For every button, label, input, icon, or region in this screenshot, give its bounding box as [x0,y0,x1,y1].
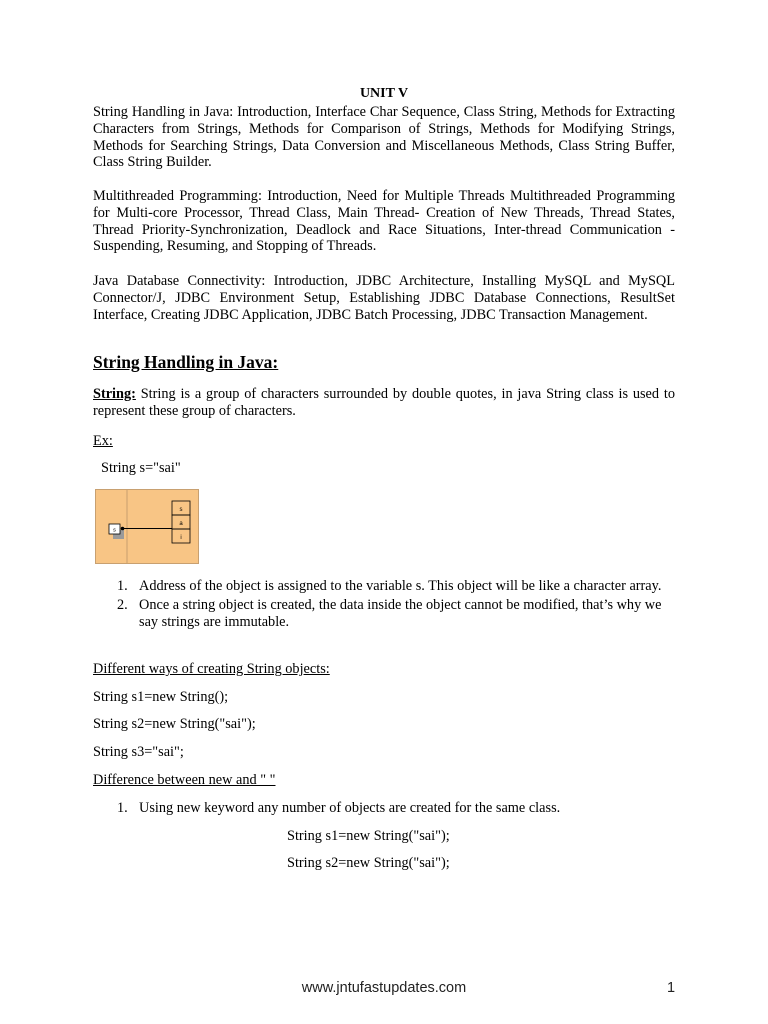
string-definition [93,386,675,420]
string-memory-diagram [95,489,199,564]
footer-url: www.jntufastupdates.com [301,980,467,996]
list-item: 1. Address of the object is assigned to the variable s. This object will be like a character array. [117,578,662,594]
ways-item: String s2=new String("sai"); [93,716,256,732]
syllabus-jdbc: Java Database Connectivity: Introduction, JDBC Architecture, Installing MySQL and MySQL Connector/J, JDBC Environment Setup, Establishing JDBC Database Connections, ResultSet Interface, Creating JDBC Application, JDBC Batch Processing, JDBC Transaction Management. [93,273,675,323]
syllabus-string-handling: String Handling in Java: Introduction, Interface Char Sequence, Class String, Methods for Extracting Characters from Strings, Methods for Comparison of Strings, Methods for Modifying Strings, Methods for Searching Strings, Data Conversion and Miscellaneous Methods, Class String Buffer, Class String Builder. [93,104,675,171]
char-label-1: a [179,521,183,527]
notes-list [93,578,675,632]
code-line: String s1=new String("sai"); [287,828,450,844]
ways-item: String s3="sai"; [93,744,184,760]
code-line: String s2=new String("sai"); [287,855,450,871]
difference-list [93,800,675,819]
variable-label: s [113,527,116,534]
section-heading: String Handling in Java: [93,352,279,372]
page-number: 1 [667,980,676,996]
char-label-0: s [179,507,183,513]
syllabus-multithreading: Multithreaded Programming: Introduction, Need for Multiple Threads Multithreaded Programming for Multi-core Processor, Thread Class, Main Thread- Creation of New Threads, Thread States, Thread Priority-Synchronization, Deadlock and Race Situations, Inter-thread Communication - Suspending, Resuming, and Stopping of Threads. [93,188,675,255]
unit-title: UNIT V [359,86,409,101]
string-label: String: [93,386,136,402]
ways-item: String s1=new String(); [93,689,229,705]
ways-heading: Different ways of creating String objects: [93,661,330,677]
char-label-2: i [180,535,182,541]
difference-heading: Difference between new and " " [93,772,276,788]
string-definition-text: String is a group of characters surrounded by double quotes, in java String class is used to represent these group of characters. [93,386,675,419]
list-item: 2. Once a string object is created, the data inside the object cannot be modified, that’s why we say strings are immutable. [117,596,662,630]
example-label: Ex: [93,433,113,449]
list-item: 1. Using new keyword any number of objects are created for the same class. [117,800,561,816]
example-code: String s="sai" [101,460,181,476]
